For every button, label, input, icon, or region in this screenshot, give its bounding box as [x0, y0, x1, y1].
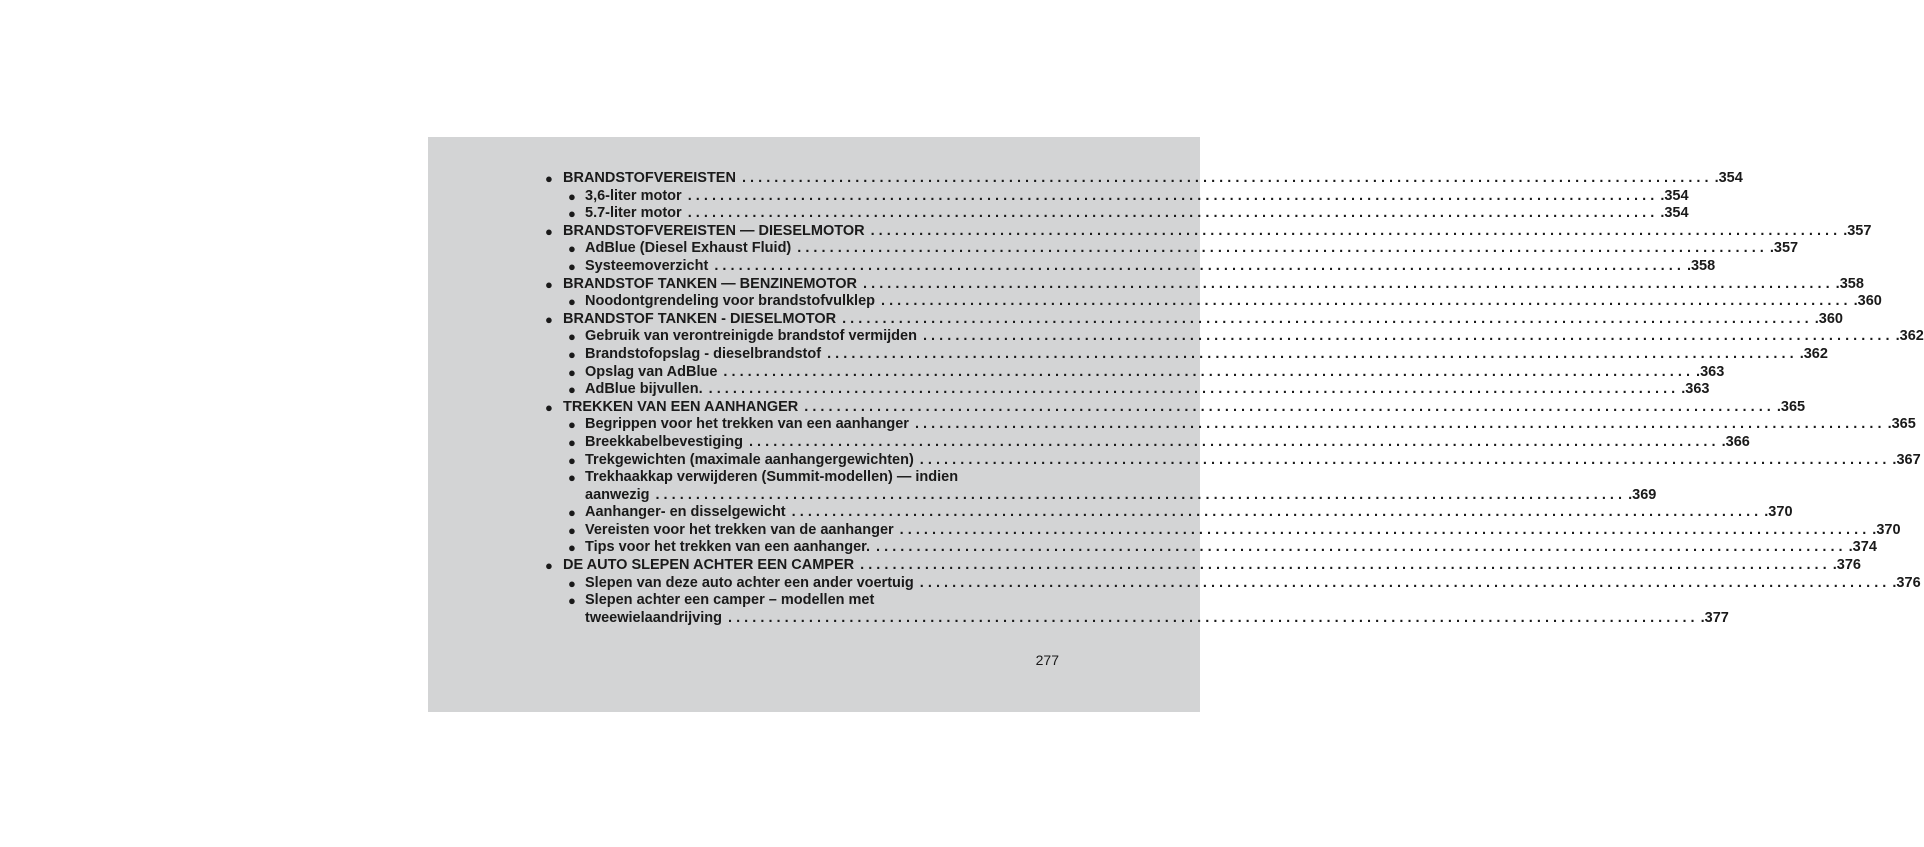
bullet-icon: ● [568, 329, 576, 345]
toc-entry [543, 416, 1916, 434]
bullet-icon: ● [568, 206, 576, 222]
toc-entry-line [585, 451, 1921, 470]
toc-entry [543, 170, 1743, 188]
toc-entry-title: Noodontgrendeling voor brandstofvulklep [585, 293, 875, 310]
toc-entry-title: Aanhanger- en disselgewicht [585, 504, 786, 521]
toc-entry-page: .365 [1887, 416, 1916, 433]
toc-entry-line [585, 486, 1657, 505]
toc-entry-line [563, 170, 1743, 188]
toc-entry-line [563, 310, 1843, 329]
bullet-icon: ● [545, 223, 553, 239]
toc-entry-page: .354 [1714, 170, 1743, 186]
toc-entry [543, 187, 1689, 206]
toc-entry-title: AdBlue (Diesel Exhaust Fluid) [585, 240, 792, 257]
toc-dot-leader: ........................................................................................................................ [708, 381, 1680, 398]
toc-entry-line [585, 240, 1799, 258]
toc-dot-leader: ........................................................................................................................ [860, 557, 1831, 574]
toc-entry-page: .377 [1700, 609, 1729, 626]
document-page [428, 137, 1924, 712]
toc-entry [543, 504, 1793, 522]
bullet-icon: ● [568, 382, 576, 398]
toc-entry [543, 433, 1750, 452]
toc-entry-line [585, 433, 1750, 452]
toc-entry-page: .369 [1628, 486, 1657, 503]
toc-dot-leader: ........................................................................................................................ [687, 205, 1659, 222]
toc-entry [543, 293, 1882, 311]
bullet-icon: ● [568, 346, 576, 362]
toc-entry-title: TREKKEN VAN EEN AANHANGER [563, 398, 799, 415]
toc-dot-leader: ........................................................................................................................ [748, 433, 1720, 450]
toc-entry [543, 257, 1716, 276]
toc-dot-leader: ........................................................................................................................ [919, 574, 1891, 591]
toc-entry [543, 381, 1710, 399]
toc-entry-title: BRANDSTOF TANKEN - DIESELMOTOR [563, 310, 837, 327]
toc-entry [543, 592, 1729, 627]
toc-dot-leader: ........................................................................................................................ [881, 293, 1852, 310]
toc-entry-page: .366 [1721, 433, 1750, 450]
toc-entry-page: .363 [1696, 363, 1725, 380]
toc-entry-line [585, 381, 1710, 399]
toc-entry-title: Breekkabelbevestiging [585, 433, 743, 450]
toc-entry-line [585, 574, 1921, 593]
bullet-icon: ● [568, 188, 576, 204]
toc-entry-page: .363 [1681, 381, 1710, 398]
toc-entry-title: AdBlue bijvullen. [585, 381, 703, 398]
toc-entry-line [585, 363, 1725, 382]
toc-entry-title: 3,6-liter motor [585, 187, 682, 204]
bullet-icon: ● [568, 434, 576, 450]
toc-entry-page: .370 [1764, 504, 1793, 521]
toc-entry [543, 240, 1799, 258]
toc-entry-line [585, 609, 1729, 628]
toc-entry-line [585, 257, 1716, 276]
toc-entry [543, 328, 1924, 346]
toc-dot-leader: ........................................................................................................................ [804, 398, 1775, 415]
toc-dot-leader: ........................................................................................................................ [914, 416, 1886, 433]
toc-entry-title: 5.7-liter motor [585, 205, 682, 222]
toc-entry-page: .360 [1814, 310, 1843, 327]
toc-dot-leader: ........................................................................................................................ [655, 486, 1627, 503]
toc-entry-title: Brandstofopslag - dieselbrandstof [585, 345, 822, 362]
toc-entry-title: DE AUTO SLEPEN ACHTER EEN CAMPER [563, 557, 855, 574]
toc-entry [543, 521, 1901, 540]
bullet-icon: ● [568, 417, 576, 433]
toc-entry-title: aanwezig [585, 486, 650, 503]
toc-entry-line [585, 187, 1689, 206]
toc-entry-page: .374 [1848, 539, 1877, 556]
toc-entry-title: Opslag van AdBlue [585, 363, 718, 380]
toc-entry-page: .362 [1895, 328, 1924, 345]
toc-entry-line [585, 345, 1828, 364]
toc-dot-leader: ........................................................................................................................ [899, 521, 1871, 538]
toc-entry-line [563, 275, 1864, 294]
toc-entry-line [585, 328, 1924, 346]
bullet-icon: ● [568, 364, 576, 380]
toc-entry-line [585, 521, 1901, 540]
toc-entry-page: .376 [1832, 557, 1861, 574]
toc-entry-page: .370 [1872, 521, 1901, 538]
bullet-icon: ● [568, 540, 576, 556]
toc-entry-title: Vereisten voor het trekken van de aanhanger [585, 521, 894, 538]
toc-entry-title: Gebruik van verontreinigde brandstof vermijden [585, 328, 917, 345]
toc-dot-leader: ........................................................................................................................ [723, 363, 1695, 380]
toc-dot-leader: ........................................................................................................................ [919, 451, 1891, 468]
toc-entry [543, 205, 1689, 223]
bullet-icon: ● [568, 258, 576, 274]
page-number: 277 [1035, 652, 1059, 668]
toc-entry-page: .358 [1835, 275, 1864, 292]
toc-dot-leader: ........................................................................................................................ [791, 504, 1763, 521]
bullet-icon: ● [545, 171, 553, 186]
toc-entry-title: Tips voor het trekken van een aanhanger. [585, 539, 871, 556]
toc-entry-page: .357 [1843, 222, 1872, 239]
toc-entry-title-line: Trekhaakkap verwijderen (Summit-modellen) — indien [585, 469, 959, 486]
bullet-icon: ● [545, 399, 553, 415]
toc-entry [543, 469, 1657, 504]
toc-entry-page: .362 [1799, 345, 1828, 362]
bullet-icon: ● [568, 294, 576, 310]
bullet-icon: ● [545, 276, 553, 292]
toc-entry [543, 222, 1872, 241]
bullet-icon: ● [568, 522, 576, 538]
toc-entry [543, 345, 1828, 364]
toc-entry-line [563, 222, 1872, 241]
toc-dot-leader: ........................................................................................................................ [687, 187, 1659, 204]
toc-entry [543, 310, 1843, 329]
toc-entry-title-line: Slepen achter een camper – modellen met [585, 592, 875, 609]
toc-entry-title: Trekgewichten (maximale aanhangergewichten) [585, 451, 914, 468]
bullet-icon: ● [568, 575, 576, 591]
toc-dot-leader: ........................................................................................................................ [797, 240, 1768, 257]
toc-dot-leader: ........................................................................................................................ [827, 345, 1798, 362]
bullet-icon: ● [568, 505, 576, 521]
toc-dot-leader: ........................................................................................................................ [741, 170, 1713, 186]
toc-entry [543, 275, 1864, 294]
toc-entry-line [585, 416, 1916, 434]
toc-entry-page: .357 [1769, 240, 1799, 257]
toc-entry-page: .360 [1853, 293, 1882, 310]
toc-entry [543, 451, 1921, 470]
toc-entry-page: .376 [1892, 574, 1921, 591]
bullet-icon: ● [545, 311, 553, 327]
toc-entry-title: BRANDSTOFVEREISTEN [563, 170, 736, 186]
bullet-icon: ● [568, 241, 576, 257]
bullet-icon: ● [545, 558, 553, 574]
toc-dot-leader: ........................................................................................................................ [870, 222, 1842, 239]
toc-entry-page: .358 [1686, 257, 1716, 274]
toc-entry-title: Systeemoverzicht [585, 257, 709, 274]
bullet-icon: ● [568, 593, 576, 609]
toc-entry-page: .367 [1892, 451, 1921, 468]
toc-entry-title: Slepen van deze auto achter een ander voertuig [585, 574, 914, 591]
toc-dot-leader: ........................................................................................................................ [714, 257, 1685, 274]
toc-dot-leader: ........................................................................................................................ [876, 539, 1847, 556]
toc-entry-page: .354 [1660, 187, 1689, 204]
toc-entry [543, 398, 1806, 417]
toc-entry-page: .354 [1660, 205, 1689, 222]
toc-entry-line [585, 205, 1689, 223]
toc-entry [543, 539, 1877, 557]
toc-entry-title: BRANDSTOFVEREISTEN — DIESELMOTOR [563, 222, 865, 239]
toc-dot-leader: ........................................................................................................................ [863, 275, 1834, 292]
toc-entry [543, 557, 1861, 575]
toc-entry-page: .365 [1776, 398, 1806, 415]
toc-entry-title: BRANDSTOF TANKEN — BENZINEMOTOR [563, 275, 858, 292]
bullet-icon: ● [568, 452, 576, 468]
toc-entry [543, 574, 1921, 593]
toc-entry-title: Begrippen voor het trekken van een aanhanger [585, 416, 909, 433]
bullet-icon: ● [568, 470, 576, 486]
toc-entry [543, 363, 1725, 382]
toc-entry-line [585, 293, 1882, 311]
toc-entry-line [585, 539, 1877, 557]
toc-entry-line [563, 557, 1861, 575]
toc-entry-line [585, 504, 1793, 522]
toc-entry-title: tweewielaandrijving [585, 609, 722, 626]
toc-entry-line [563, 398, 1806, 417]
toc-dot-leader: ........................................................................................................................ [842, 310, 1813, 327]
toc-dot-leader: ........................................................................................................................ [922, 328, 1894, 345]
toc-dot-leader: ........................................................................................................................ [728, 609, 1699, 626]
table-of-contents [543, 170, 1924, 627]
